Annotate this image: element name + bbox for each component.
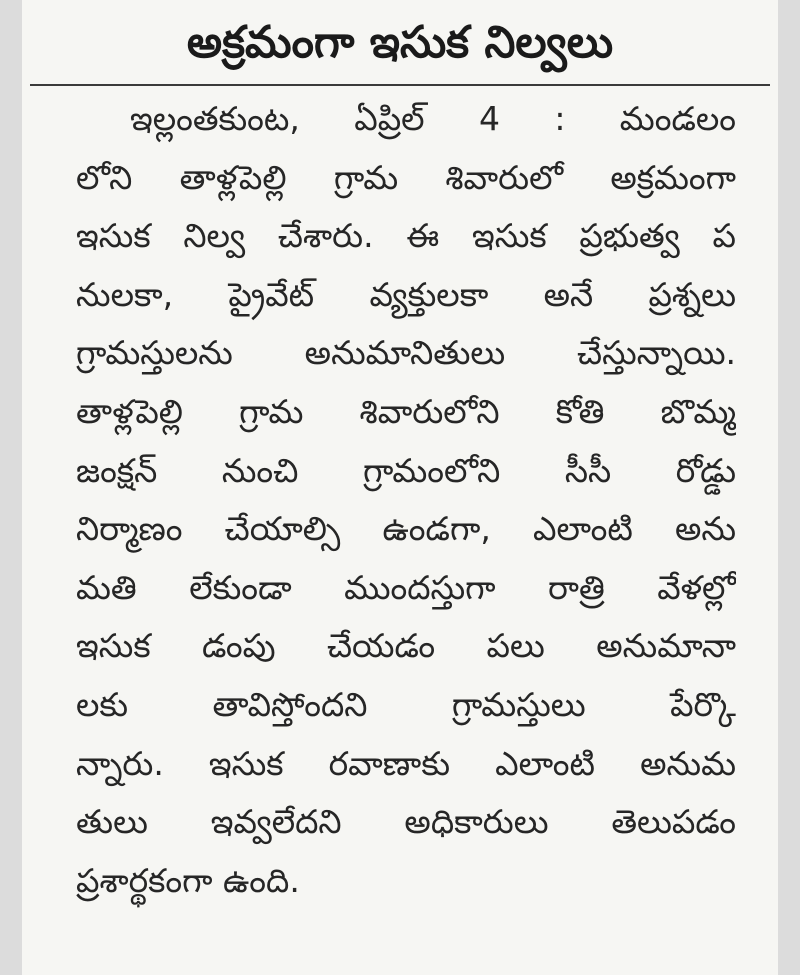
article-headline: అక్రమంగా ఇసుక నిల్వలు xyxy=(186,17,614,68)
article-line: మతి లేకుండా ముందస్తుగా రాత్రి వేళల్లో xyxy=(76,567,736,607)
article-line: నులకా, ప్రైవేట్ వ్యక్తులకా అనే ప్రశ్నలు xyxy=(76,274,736,314)
article-line: లోని తాళ్లపెల్లి గ్రామ శివారులో అక్రమంగా xyxy=(76,157,736,197)
article-line: గ్రామస్తులను అనుమానితులు చేస్తున్నాయి. xyxy=(76,333,736,373)
article-line: లకు తావిస్తోందని గ్రామస్తులు పేర్కొ xyxy=(76,684,736,724)
article-line: ఇసుక డంపు చేయడం పలు అనుమానా xyxy=(76,626,736,666)
article-line: తాళ్లపెల్లి గ్రామ శివారులోని కోతి బొమ్మ xyxy=(76,391,736,431)
article-line: నిర్మాణం చేయాల్సి ఉండగా, ఎలాంటి అను xyxy=(76,509,736,549)
article-line: ఇల్లంతకుంట, ఏప్రిల్ 4 : మండలం xyxy=(130,99,736,138)
article-line: తులు ఇవ్వలేదని అధికారులు తెలుపడం xyxy=(76,802,736,842)
headline-divider xyxy=(30,84,770,86)
article-line: జంక్షన్ నుంచి గ్రామంలోని సీసీ రోడ్డు xyxy=(76,450,736,490)
article-line: ప్రశార్థకంగా ఉంది. xyxy=(76,860,300,900)
article-body xyxy=(76,90,736,910)
article-line: ఇసుక నిల్వ చేశారు. ఈ ఇసుక ప్రభుత్వ ప xyxy=(76,216,736,256)
newspaper-clipping xyxy=(22,0,778,975)
article-line: న్నారు. ఇసుక రవాణాకు ఎలాంటి అనుమ xyxy=(76,743,736,783)
